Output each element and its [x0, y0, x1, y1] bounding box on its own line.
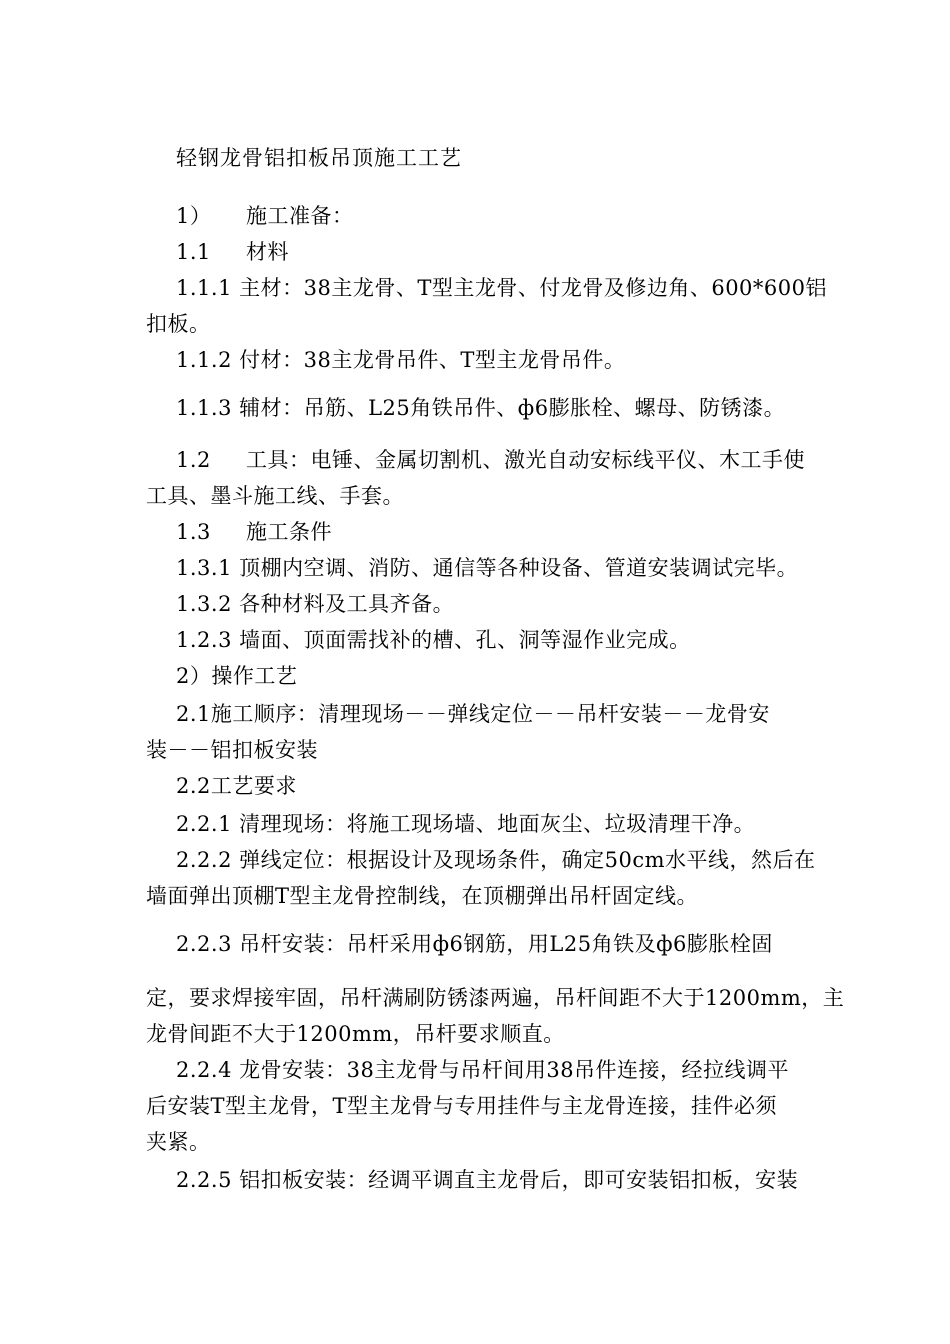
paragraph-line: 2.1施工顺序：清理现场－－弹线定位－－吊杆安装－－龙骨安: [176, 702, 770, 726]
section-text: 施工条件: [246, 520, 332, 544]
section-text: 施工准备：: [246, 204, 354, 228]
paragraph-line: 2.2.4 龙骨安装：38主龙骨与吊杆间用38吊件连接，经拉线调平: [176, 1058, 790, 1082]
section-text: 工具：电锤、金属切割机、激光自动安标线平仪、木工手使: [246, 448, 805, 472]
paragraph-line: 扣板。: [146, 312, 211, 336]
subsection-heading: [176, 446, 846, 474]
paragraph-line: 2.2.2 弹线定位：根据设计及现场条件，确定50cm水平线，然后在: [176, 848, 816, 872]
paragraph-line: 1.1.3 辅材：吊筋、L25角铁吊件、ф6膨胀栓、螺母、防锈漆。: [176, 396, 786, 420]
paragraph-line: 后安装T型主龙骨，T型主龙骨与专用挂件与主龙骨连接，挂件必须: [146, 1094, 778, 1118]
subsection-heading: [176, 238, 846, 266]
paragraph-line: 1.3.1 顶棚内空调、消防、通信等各种设备、管道安装调试完毕。: [176, 556, 799, 580]
paragraph-line: 2.2.5 铝扣板安装：经调平调直主龙骨后，即可安装铝扣板，安装: [176, 1168, 799, 1192]
paragraph-line: 2.2.1 清理现场：将施工现场墙、地面灰尘、垃圾清理干净。: [176, 812, 756, 836]
subsection-heading: [176, 518, 846, 546]
section-number: 1.2: [176, 448, 211, 472]
section-text: 材料: [246, 240, 289, 264]
section-heading: 2）操作工艺: [176, 664, 298, 688]
section-number: 1.1: [176, 240, 211, 264]
paragraph-line: 定，要求焊接牢固，吊杆满刷防锈漆两遍，吊杆间距不大于1200mm，主: [146, 986, 845, 1010]
paragraph-line: 夹紧。: [146, 1130, 211, 1154]
paragraph-line: 龙骨间距不大于1200mm，吊杆要求顺直。: [146, 1022, 565, 1046]
paragraph-line: 2.2.3 吊杆安装：吊杆采用ф6钢筋，用L25角铁及ф6膨胀栓固: [176, 932, 773, 956]
paragraph-line: 工具、墨斗施工线、手套。: [146, 484, 404, 508]
paragraph-line: 墙面弹出顶棚T型主龙骨控制线，在顶棚弹出吊杆固定线。: [146, 884, 699, 908]
paragraph-line: 装－－铝扣板安装: [146, 738, 318, 762]
section-number: 1）: [176, 204, 212, 228]
paragraph-line: 1.1.2 付材：38主龙骨吊件、T型主龙骨吊件。: [176, 348, 626, 372]
section-number: 1.3: [176, 520, 211, 544]
paragraph-line: 1.2.3 墙面、顶面需找补的槽、孔、洞等湿作业完成。: [176, 628, 691, 652]
subsection-heading: 2.2工艺要求: [176, 774, 297, 798]
document-title: 轻钢龙骨铝扣板吊顶施工工艺: [176, 146, 462, 170]
paragraph-line: 1.1.1 主材：38主龙骨、T型主龙骨、付龙骨及修边角、600*600铝: [176, 276, 827, 300]
paragraph-line: 1.3.2 各种材料及工具齐备。: [176, 592, 455, 616]
section-heading: [176, 202, 846, 230]
